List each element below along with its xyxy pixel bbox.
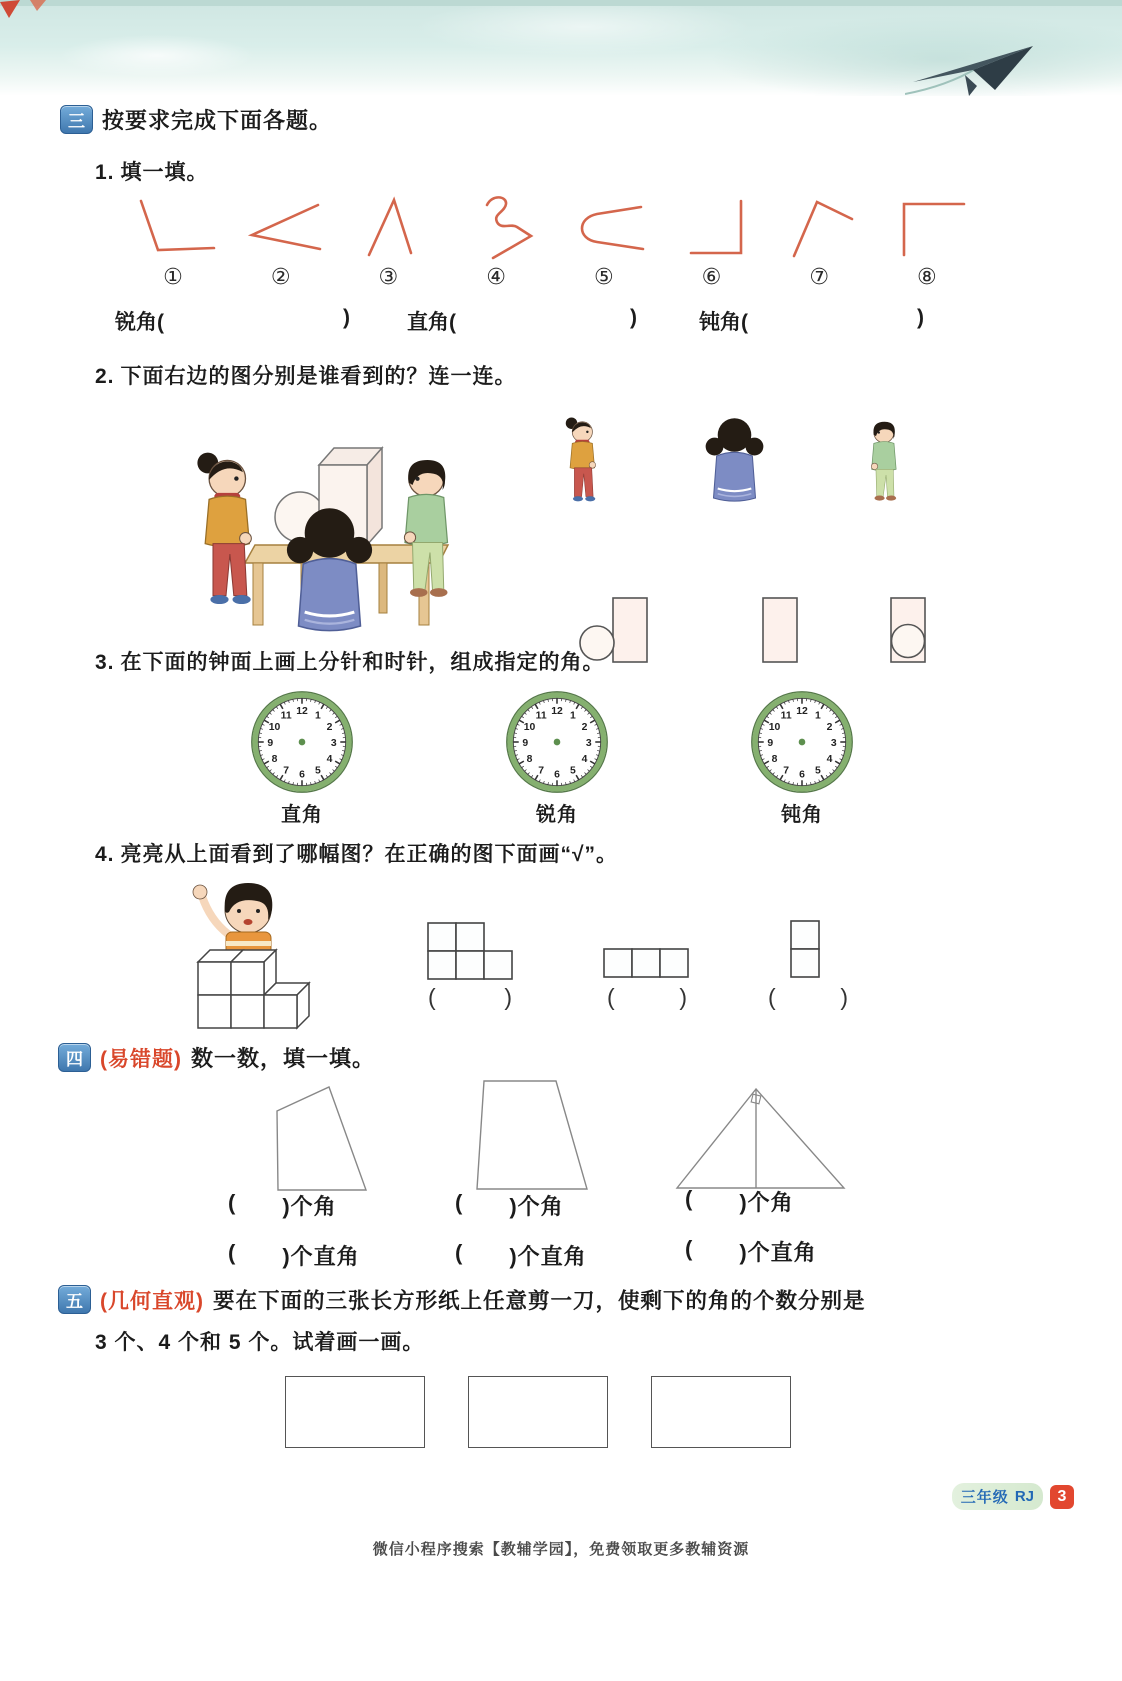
section-three-header	[60, 104, 332, 135]
svg-text:8: 8	[271, 753, 278, 765]
top-view-option-1	[425, 920, 515, 982]
obtuse-angle-blank	[699, 306, 924, 336]
svg-text:12: 12	[551, 706, 563, 718]
cut-paper-rectangle-3	[651, 1376, 791, 1448]
angle-figure-2	[234, 192, 328, 262]
count-right-angles-suffix: )个直角	[282, 1244, 360, 1269]
svg-text:8: 8	[771, 753, 778, 765]
svg-text:2: 2	[581, 722, 588, 734]
count-angles-blank-2	[455, 1190, 564, 1221]
section-four-badge-icon: 四	[58, 1043, 91, 1072]
option-3-blank	[768, 984, 848, 1011]
match-boy-side-view	[871, 422, 896, 501]
clock-face-1	[250, 690, 354, 794]
clock-face-3	[750, 690, 854, 794]
question-3-text: 在下面的钟面上画上分针和时针，组成指定的角。	[120, 651, 605, 674]
svg-text:9: 9	[522, 737, 529, 749]
cut-paper-rectangle-1	[285, 1376, 425, 1448]
count-right-angles-blank-1	[228, 1240, 360, 1271]
paren-open: (	[428, 984, 436, 1010]
paren-close: )	[840, 984, 848, 1010]
question-2-text: 下面右边的图分别是谁看到的？连一连。	[120, 365, 517, 388]
svg-text:12: 12	[796, 706, 808, 718]
section-five-badge-icon: 五	[58, 1285, 91, 1314]
figure-number-4: ④	[486, 264, 506, 289]
boy-with-cubes-illustration	[186, 878, 356, 1038]
header-top-line	[0, 0, 1122, 6]
paren-close: )	[343, 306, 350, 329]
angle-figure-5	[557, 192, 651, 262]
paren-open: (	[455, 1190, 464, 1215]
count-right-angles-suffix: )个直角	[509, 1244, 587, 1269]
paper-plane-icon	[905, 42, 1045, 100]
count-right-angles-blank-2	[455, 1240, 587, 1271]
svg-text:7: 7	[538, 765, 545, 777]
count-angles-suffix: )个角	[282, 1194, 337, 1219]
paren-open: (	[228, 1190, 237, 1215]
section-five-header	[58, 1284, 866, 1315]
svg-text:11: 11	[280, 710, 292, 722]
count-angles-blank-3	[685, 1186, 794, 1217]
paren-open: (	[449, 311, 456, 334]
svg-text:11: 11	[780, 710, 792, 722]
paren-open: (	[768, 984, 776, 1010]
acute-angle-blank	[115, 306, 350, 336]
svg-text:1: 1	[569, 710, 576, 722]
paren-close: )	[679, 984, 687, 1010]
svg-text:5: 5	[314, 765, 321, 777]
observation-scene-illustration	[185, 400, 960, 668]
section-four-title: 数一数，填一填。	[191, 1046, 376, 1071]
question-1-number: 1.	[95, 161, 115, 184]
view-option-3	[891, 598, 925, 662]
footer-promo-text: 微信小程序搜索【教辅学园】，免费领取更多教辅资源	[372, 1541, 750, 1558]
angle-answer-row	[115, 306, 924, 336]
svg-text:8: 8	[526, 753, 533, 765]
boy-right-of-table	[404, 460, 447, 597]
question-3-number: 3.	[95, 651, 115, 674]
figure-number-1: ①	[163, 264, 183, 289]
count-shape-quadrilateral	[262, 1082, 374, 1194]
svg-text:1: 1	[814, 710, 821, 722]
svg-text:10: 10	[768, 722, 781, 734]
section-four-header	[58, 1042, 375, 1073]
option-1-blank	[428, 984, 512, 1011]
count-shape-trapezoid	[472, 1076, 594, 1194]
count-angles-suffix: )个角	[509, 1194, 564, 1219]
count-shape-triangle-with-altitude	[672, 1082, 854, 1194]
paren-open: (	[685, 1186, 694, 1211]
svg-text:3: 3	[585, 737, 592, 749]
footer-grade-badge	[952, 1483, 1074, 1510]
svg-text:10: 10	[523, 722, 536, 734]
question-2-line	[95, 360, 517, 390]
svg-text:3: 3	[330, 737, 337, 749]
section-four-tag: (易错题)	[100, 1047, 182, 1071]
svg-text:3: 3	[830, 737, 837, 749]
count-angles-suffix: )个角	[739, 1190, 794, 1215]
figure-number-7: ⑦	[809, 264, 830, 289]
cut-paper-rectangle-2	[468, 1376, 608, 1448]
grade-edition-pill	[952, 1483, 1043, 1510]
section-three-badge-icon: 三	[60, 105, 93, 134]
svg-text:9: 9	[767, 737, 774, 749]
figure-number-5: ⑤	[593, 264, 614, 289]
top-view-option-3	[790, 920, 821, 979]
paren-open: (	[157, 311, 164, 334]
question-1-text: 填一填。	[120, 161, 209, 184]
obtuse-angle-label: 钝角	[699, 311, 741, 334]
svg-text:7: 7	[783, 765, 790, 777]
clock-1-label: 直角	[281, 804, 323, 826]
paren-open: (	[607, 984, 615, 1010]
paren-open: (	[685, 1236, 694, 1261]
paren-close: )	[917, 306, 924, 329]
svg-text:10: 10	[268, 722, 281, 734]
question-4-text: 亮亮从上面看到了哪幅图？在正确的图下面画“√”。	[120, 843, 619, 866]
svg-text:9: 9	[267, 737, 274, 749]
svg-text:4: 4	[581, 753, 588, 765]
edition-label: RJ	[1014, 1488, 1034, 1505]
match-girl-side-view	[566, 417, 596, 501]
svg-text:6: 6	[554, 769, 560, 781]
paren-close: )	[630, 306, 637, 329]
svg-text:5: 5	[569, 765, 576, 777]
svg-text:2: 2	[826, 722, 833, 734]
match-girl-back-view	[706, 418, 764, 501]
svg-text:7: 7	[283, 765, 290, 777]
clock-face-2	[505, 690, 609, 794]
view-option-2	[763, 598, 797, 662]
cube-stack-drawing	[198, 950, 309, 1028]
angle-figure-4	[449, 192, 543, 262]
question-3-line	[95, 646, 605, 676]
svg-text:2: 2	[326, 722, 333, 734]
svg-text:4: 4	[326, 753, 333, 765]
option-2-blank	[607, 984, 687, 1011]
svg-text:11: 11	[535, 710, 547, 722]
figure-number-6: ⑥	[701, 264, 722, 289]
question-2-number: 2.	[95, 365, 115, 388]
question-1-line	[95, 156, 209, 186]
angle-figure-8	[880, 192, 974, 262]
svg-text:4: 4	[826, 753, 833, 765]
angle-figure-6	[665, 192, 759, 262]
section-three-title: 按要求完成下面各题。	[102, 108, 333, 133]
clock-2-label: 锐角	[536, 804, 578, 826]
figure-number-row	[126, 264, 974, 290]
right-angle-label: 直角	[407, 311, 449, 334]
count-right-angles-blank-3	[685, 1236, 817, 1267]
question-4-line	[95, 838, 618, 868]
clock-3-label: 钝角	[781, 804, 823, 826]
page-number-badge: 3	[1050, 1485, 1074, 1509]
angle-figure-1	[126, 192, 220, 262]
svg-text:5: 5	[814, 765, 821, 777]
question-4-number: 4.	[95, 843, 115, 866]
girl-left-of-table	[197, 453, 251, 604]
grade-label: 三年级	[960, 1489, 1009, 1506]
scan-artifact-marks	[0, 0, 70, 34]
paren-close: )	[504, 984, 512, 1010]
angle-figure-7	[772, 192, 866, 262]
svg-text:1: 1	[314, 710, 321, 722]
angle-figure-3	[341, 192, 435, 262]
svg-text:6: 6	[299, 769, 305, 781]
section-five-text-line2: 3 个、4 个和 5 个。试着画一画。	[95, 1331, 425, 1354]
count-right-angles-suffix: )个直角	[739, 1240, 817, 1265]
section-five-text-line1: 要在下面的三张长方形纸上任意剪一刀，使剩下的角的个数分别是	[213, 1289, 866, 1313]
svg-text:6: 6	[799, 769, 805, 781]
figure-number-2: ②	[270, 264, 291, 289]
paren-open: (	[455, 1240, 464, 1265]
svg-text:12: 12	[296, 706, 308, 718]
paren-open: (	[228, 1240, 237, 1265]
count-angles-blank-1	[228, 1190, 337, 1221]
angle-figures-row	[126, 192, 974, 262]
top-view-option-2	[603, 948, 691, 979]
figure-number-3: ③	[378, 264, 399, 289]
acute-angle-label: 锐角	[115, 311, 157, 334]
right-angle-blank	[407, 306, 637, 336]
figure-number-8: ⑧	[917, 264, 937, 289]
paren-open: (	[741, 311, 748, 334]
section-five-tag: (几何直观)	[100, 1289, 204, 1313]
